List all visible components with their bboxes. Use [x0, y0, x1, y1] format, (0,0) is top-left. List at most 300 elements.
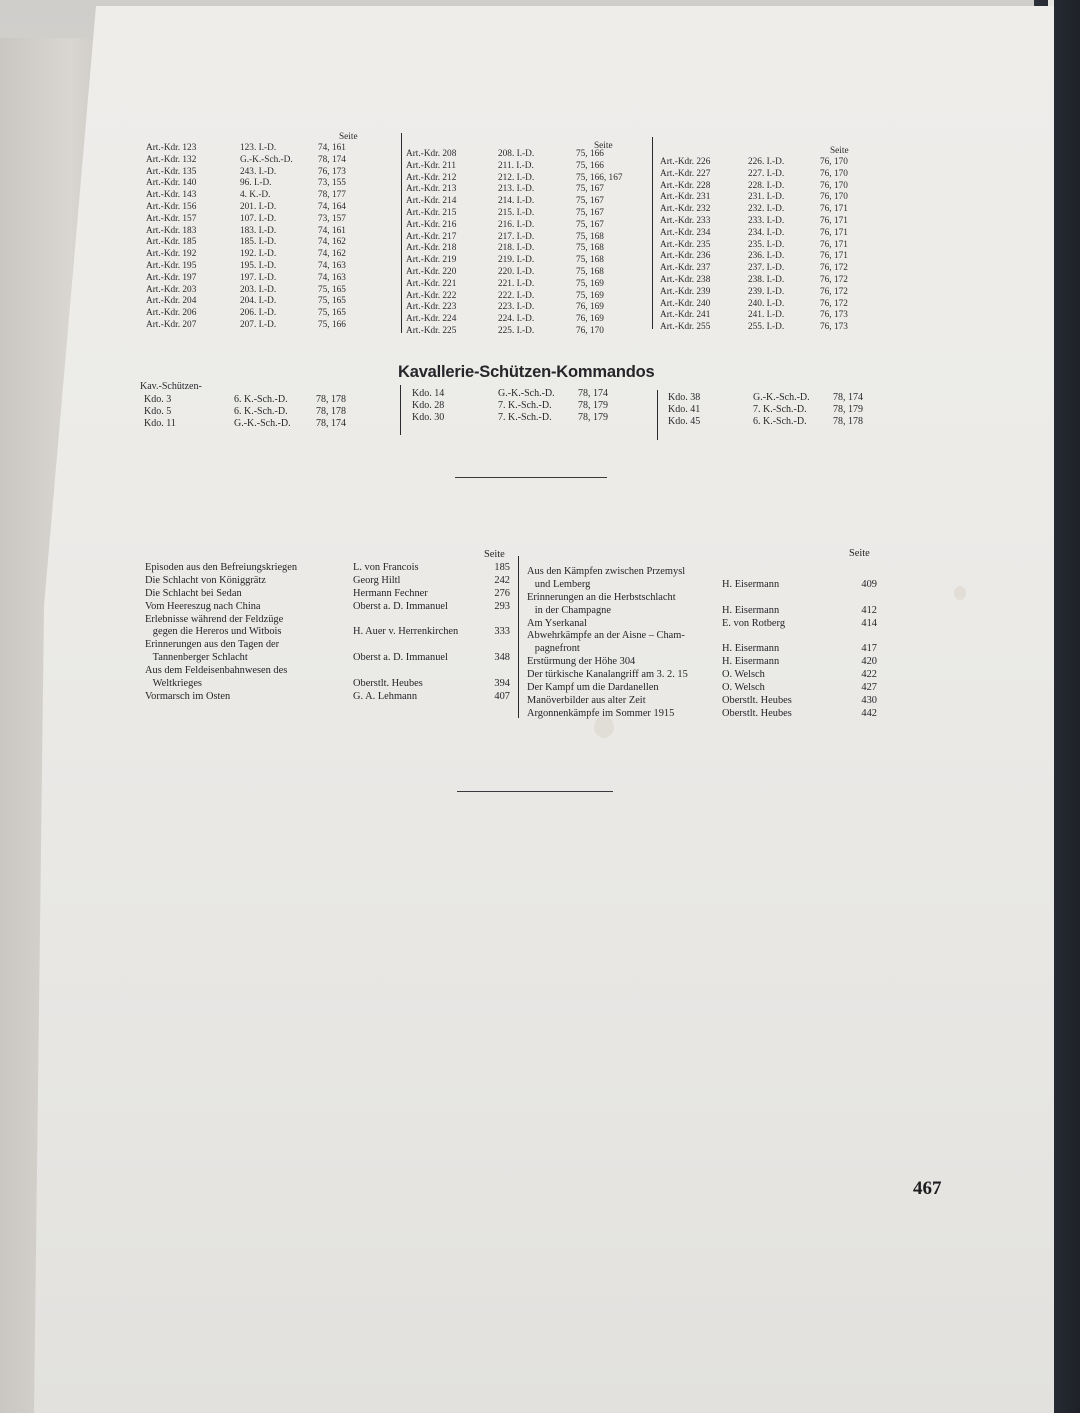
page-reference: 75, 167: [576, 207, 604, 218]
division-name: 192. I.-D.: [240, 249, 277, 260]
page-reference: 78, 177: [318, 190, 346, 201]
page-reference: 422: [861, 669, 877, 681]
article-author: G. A. Lehmann: [353, 690, 418, 702]
unit-name: Art.-Kdr. 185: [146, 237, 197, 248]
division-name: 204. I.-D.: [240, 296, 277, 307]
article-author: Georg Hiltl: [353, 574, 401, 586]
division-name: 96. I.-D.: [240, 178, 272, 189]
unit-name: Kdo. 5: [144, 406, 172, 418]
literature-list-right: [527, 548, 879, 721]
article-author: H. Auer v. Herrenkirchen: [353, 626, 459, 638]
division-name: 207. I.-D.: [240, 319, 277, 330]
division-name: 241. I.-D.: [748, 310, 785, 321]
page-reference: 76, 170: [576, 325, 604, 336]
page-reference: 75, 166: [576, 149, 604, 159]
page-reference: 75, 166: [318, 319, 346, 330]
page-reference: 75, 167: [576, 184, 604, 195]
division-name: 228. I.-D.: [748, 180, 785, 191]
literature-list-left: [145, 549, 513, 704]
unit-name: Art.-Kdr. 223: [406, 302, 457, 313]
unit-name: Kdo. 28: [412, 400, 445, 412]
unit-name: Kdo. 45: [668, 416, 701, 428]
division-name: 233. I.-D.: [748, 215, 785, 226]
list-item: [527, 643, 879, 656]
table-row: [406, 255, 646, 267]
unit-name: Art.-Kdr. 216: [406, 219, 457, 230]
list-item: [145, 652, 513, 665]
page-reference: 276: [494, 587, 510, 599]
page-reference: 75, 169: [576, 278, 604, 289]
page-reference: 76, 172: [820, 274, 848, 285]
page-reference: 76, 173: [820, 310, 848, 321]
column-divider: [400, 385, 401, 435]
article-title: Abwehrkämpfe an der Aisne – Cham-: [527, 630, 685, 642]
page-reference: 420: [861, 656, 877, 668]
kavallerie-column-1: [144, 394, 374, 431]
table-row: [668, 392, 888, 404]
page-reference: 76, 171: [820, 204, 848, 215]
section-heading: Kavallerie-Schützen-Kommandos: [398, 363, 655, 381]
unit-name: Kdo. 38: [668, 392, 701, 403]
division-name: 237. I.-D.: [748, 263, 785, 274]
division-name: 227. I.-D.: [748, 168, 785, 179]
list-item: [527, 695, 879, 708]
page-reference: 293: [494, 600, 510, 612]
unit-name: Art.-Kdr. 236: [660, 251, 711, 262]
division-name: 6. K.-Sch.-D.: [753, 416, 807, 428]
table-row: [660, 204, 870, 216]
list-item: [145, 691, 513, 704]
table-row: [660, 310, 870, 322]
unit-name: Art.-Kdr. 214: [406, 196, 457, 207]
page-reference: 74, 161: [318, 225, 346, 236]
page-reference: 74, 163: [318, 272, 346, 283]
page-reference: 76, 171: [820, 239, 848, 250]
page-reference: 73, 157: [318, 213, 346, 224]
article-title: pagnefront: [527, 643, 580, 655]
unit-name: Kdo. 3: [144, 394, 172, 405]
unit-name: Art.-Kdr. 207: [146, 319, 197, 330]
table-row: [660, 275, 870, 287]
division-name: 240. I.-D.: [748, 298, 785, 309]
page-reference: 76, 172: [820, 286, 848, 297]
division-name: 6. K.-Sch.-D.: [234, 406, 288, 418]
table-row: [406, 243, 646, 255]
table-row: [146, 308, 366, 320]
table-row: [146, 320, 366, 332]
article-author: H. Eisermann: [722, 604, 780, 616]
article-author: H. Eisermann: [722, 656, 780, 668]
page-reference: 76, 173: [318, 166, 346, 177]
list-item: [145, 614, 513, 627]
article-author: Oberstlt. Heubes: [722, 694, 792, 706]
table-row: [660, 251, 870, 263]
article-author: L. von Francois: [353, 562, 419, 573]
table-row: [406, 149, 646, 161]
unit-name: Art.-Kdr. 203: [146, 284, 197, 295]
page-reference: 75, 166, 167: [576, 172, 623, 183]
page-reference: 76, 170: [820, 157, 848, 167]
article-title: und Lemberg: [527, 578, 591, 590]
column-divider: [657, 390, 658, 440]
list-item: [527, 618, 879, 631]
seite-label: Seite: [830, 146, 849, 156]
division-name: 185. I.-D.: [240, 237, 277, 248]
table-row: [660, 263, 870, 275]
unit-name: Kdo. 14: [412, 388, 445, 399]
article-title: Der Kampf um die Dardanellen: [527, 682, 659, 694]
artillery-column-1: [146, 132, 366, 332]
table-row: [146, 285, 366, 297]
table-row: [146, 237, 366, 249]
page-reference: 78, 179: [833, 404, 863, 416]
article-title: Episoden aus den Befreiungskriegen: [145, 562, 298, 573]
unit-name: Art.-Kdr. 156: [146, 201, 197, 212]
division-name: 255. I.-D.: [748, 322, 785, 333]
table-row: [660, 192, 870, 204]
division-name: 212. I.-D.: [498, 172, 535, 183]
page-reference: 348: [494, 652, 510, 664]
article-title: Aus dem Feldeisenbahnwesen des: [145, 665, 288, 677]
table-row: [146, 296, 366, 308]
article-title: Tannenberger Schlacht: [145, 652, 248, 664]
unit-name: Art.-Kdr. 217: [406, 231, 457, 242]
division-name: 215. I.-D.: [498, 207, 535, 218]
article-author: Hermann Fechner: [353, 587, 428, 599]
article-title: Vom Heereszug nach China: [145, 600, 261, 612]
article-title: Manöverbilder aus alter Zeit: [527, 694, 646, 706]
kav-group-label-block: [140, 381, 202, 393]
division-name: 224. I.-D.: [498, 314, 535, 325]
list-item: [527, 605, 879, 618]
table-row: [146, 214, 366, 226]
unit-name: Art.-Kdr. 239: [660, 286, 711, 297]
article-title: Aus den Kämpfen zwischen Przemysl: [527, 566, 686, 577]
list-item: [145, 601, 513, 614]
seite-label: Seite: [484, 549, 505, 560]
unit-name: Art.-Kdr. 140: [146, 178, 197, 189]
division-name: 234. I.-D.: [748, 227, 785, 238]
unit-name: Art.-Kdr. 226: [660, 157, 711, 167]
page-reference: 76, 171: [820, 215, 848, 226]
unit-name: Art.-Kdr. 212: [406, 172, 457, 183]
table-row: [668, 404, 888, 416]
division-name: 206. I.-D.: [240, 308, 277, 319]
table-row: [406, 302, 646, 314]
table-row: [146, 155, 366, 167]
division-name: 211. I.-D.: [498, 160, 534, 171]
table-row: [406, 314, 646, 326]
division-name: G.-K.-Sch.-D.: [498, 388, 555, 399]
page-reference: 414: [861, 617, 877, 629]
article-author: O. Welsch: [722, 682, 765, 694]
page-reference: 74, 162: [318, 249, 346, 260]
division-name: 219. I.-D.: [498, 255, 535, 266]
column-divider: [518, 556, 519, 718]
list-item: [527, 566, 879, 579]
unit-name: Art.-Kdr. 241: [660, 310, 711, 321]
page-reference: 78, 179: [578, 400, 608, 412]
page-reference: 78, 178: [833, 416, 863, 428]
table-row: [406, 267, 646, 279]
division-name: 208. I.-D.: [498, 149, 535, 159]
page-reference: 417: [861, 643, 877, 655]
division-name: 183. I.-D.: [240, 225, 277, 236]
page-reference: 76, 171: [820, 251, 848, 262]
division-name: 216. I.-D.: [498, 219, 535, 230]
page-reference: 185: [494, 562, 510, 573]
division-name: 223. I.-D.: [498, 302, 535, 313]
list-item: [527, 592, 879, 605]
table-row: [144, 406, 374, 418]
division-name: 226. I.-D.: [748, 157, 785, 167]
division-name: G.-K.-Sch.-D.: [753, 392, 810, 403]
table-row: [146, 178, 366, 190]
page-reference: 76, 169: [576, 302, 604, 313]
unit-name: Kdo. 41: [668, 404, 701, 416]
table-row: [146, 167, 366, 179]
page-reference: 78, 174: [318, 154, 346, 165]
unit-name: Art.-Kdr. 232: [660, 204, 711, 215]
seite-label: Seite: [594, 141, 613, 151]
paper-stain: [954, 586, 966, 600]
page-reference: 75, 167: [576, 219, 604, 230]
table-row: [660, 157, 870, 169]
page-reference: 76, 169: [576, 314, 604, 325]
list-item: [145, 575, 513, 588]
table-row: [660, 228, 870, 240]
unit-name: Art.-Kdr. 235: [660, 239, 711, 250]
page-reference: 76, 172: [820, 298, 848, 309]
unit-name: Kdo. 30: [412, 412, 445, 424]
article-title: Erlebnisse während der Feldzüge: [145, 613, 284, 625]
unit-name: Art.-Kdr. 234: [660, 227, 711, 238]
table-row: [144, 418, 374, 430]
list-item: [527, 669, 879, 682]
table-row: [146, 143, 366, 155]
table-row: [412, 412, 642, 424]
article-title: in der Champagne: [527, 604, 611, 616]
division-name: 7. K.-Sch.-D.: [753, 404, 807, 416]
unit-name: Art.-Kdr. 211: [406, 160, 457, 171]
article-title: Vormarsch im Osten: [145, 690, 231, 702]
artillery-column-3: [660, 146, 870, 334]
page-reference: 74, 161: [318, 143, 346, 153]
unit-name: Kdo. 11: [144, 418, 176, 430]
article-title: Erinnerungen an die Herbstschlacht: [527, 591, 676, 603]
article-author: H. Eisermann: [722, 643, 780, 655]
page-reference: 427: [861, 682, 877, 694]
unit-name: Art.-Kdr. 192: [146, 249, 197, 260]
list-item: [527, 682, 879, 695]
table-row: [406, 279, 646, 291]
article-title: Erinnerungen aus den Tagen der: [145, 639, 280, 651]
seite-label: Seite: [339, 132, 358, 142]
unit-name: Art.-Kdr. 183: [146, 225, 197, 236]
unit-name: Art.-Kdr. 132: [146, 154, 197, 165]
article-title: gegen die Hereros und Witbois: [145, 626, 282, 638]
page-number: 467: [913, 1178, 942, 1199]
page-reference: 74, 163: [318, 260, 346, 271]
unit-name: Art.-Kdr. 218: [406, 243, 457, 254]
page-reference: 430: [861, 694, 877, 706]
page-reference: 78, 174: [833, 392, 863, 403]
unit-name: Art.-Kdr. 135: [146, 166, 197, 177]
table-row: [412, 400, 642, 412]
list-item: [145, 562, 513, 575]
page-reference: 78, 178: [316, 406, 346, 418]
division-name: G.-K.-Sch.-D.: [234, 418, 291, 430]
unit-name: Art.-Kdr. 208: [406, 149, 457, 159]
table-row: [406, 291, 646, 303]
article-author: Oberst a. D. Immanuel: [353, 600, 448, 612]
unit-name: Art.-Kdr. 227: [660, 168, 711, 179]
page-reference: 76, 171: [820, 227, 848, 238]
division-name: 6. K.-Sch.-D.: [234, 394, 288, 405]
division-name: 243. I.-D.: [240, 166, 277, 177]
table-row: [146, 202, 366, 214]
page-reference: 78, 178: [316, 394, 346, 405]
table-row: [668, 416, 888, 428]
list-item: [527, 579, 879, 592]
table-row: [660, 299, 870, 311]
page-reference: 75, 168: [576, 266, 604, 277]
list-item: [527, 708, 879, 721]
table-row: [660, 240, 870, 252]
table-row: [660, 181, 870, 193]
page-reference: 76, 172: [820, 263, 848, 274]
division-name: 4. K.-D.: [240, 190, 271, 201]
division-name: 203. I.-D.: [240, 284, 277, 295]
table-row: [146, 273, 366, 285]
page-reference: 76, 173: [820, 322, 848, 333]
article-title: Am Yserkanal: [527, 617, 587, 629]
division-name: 220. I.-D.: [498, 266, 535, 277]
table-row: [406, 220, 646, 232]
table-row: [412, 388, 642, 400]
article-author: H. Eisermann: [722, 578, 780, 590]
column-divider: [401, 133, 402, 333]
list-item: [145, 665, 513, 678]
unit-name: Art.-Kdr. 255: [660, 322, 711, 333]
unit-name: Art.-Kdr. 228: [660, 180, 711, 191]
table-row: [144, 394, 374, 406]
page-reference: 242: [494, 574, 510, 586]
table-row: [406, 161, 646, 173]
page-reference: 75, 165: [318, 308, 346, 319]
list-item: [527, 630, 879, 643]
unit-name: Art.-Kdr. 213: [406, 184, 457, 195]
unit-name: Art.-Kdr. 231: [660, 192, 711, 203]
page-reference: 412: [861, 604, 877, 616]
kav-group-label: Kav.-Schützen-: [140, 381, 202, 392]
table-row: [406, 184, 646, 196]
division-name: 235. I.-D.: [748, 239, 785, 250]
division-name: 214. I.-D.: [498, 196, 535, 207]
page-reference: 76, 170: [820, 192, 848, 203]
article-author: E. von Rotberg: [722, 617, 786, 629]
unit-name: Art.-Kdr. 222: [406, 290, 457, 301]
unit-name: Art.-Kdr. 204: [146, 296, 197, 307]
unit-name: Art.-Kdr. 224: [406, 314, 457, 325]
seite-label: Seite: [849, 548, 870, 559]
column-divider: [652, 137, 653, 329]
division-name: 221. I.-D.: [498, 278, 535, 289]
page-reference: 75, 168: [576, 231, 604, 242]
page-reference: 78, 179: [578, 412, 608, 424]
article-title: Weltkrieges: [145, 678, 202, 690]
list-item: [145, 626, 513, 639]
page-reference: 73, 155: [318, 178, 346, 189]
page-reference: 394: [494, 678, 510, 690]
unit-name: Art.-Kdr. 143: [146, 190, 197, 201]
list-item: [145, 678, 513, 691]
kavallerie-column-3: [668, 392, 888, 429]
unit-name: Art.-Kdr. 225: [406, 325, 457, 336]
page-reference: 75, 168: [576, 243, 604, 254]
page-reference: 74, 164: [318, 201, 346, 212]
table-row: [146, 261, 366, 273]
unit-name: Art.-Kdr. 233: [660, 215, 711, 226]
unit-name: Art.-Kdr. 240: [660, 298, 711, 309]
unit-name: Art.-Kdr. 238: [660, 274, 711, 285]
table-row: [146, 249, 366, 261]
section-separator: [455, 477, 607, 478]
division-name: 218. I.-D.: [498, 243, 535, 254]
division-name: 201. I.-D.: [240, 201, 277, 212]
page-reference: 75, 168: [576, 255, 604, 266]
article-title: Argonnenkämpfe im Sommer 1915: [527, 707, 675, 719]
unit-name: Art.-Kdr. 206: [146, 308, 197, 319]
unit-name: Art.-Kdr. 220: [406, 266, 457, 277]
table-row: [660, 287, 870, 299]
article-author: Oberst a. D. Immanuel: [353, 652, 448, 664]
article-title: Erstürmung der Höhe 304: [527, 656, 636, 668]
division-name: 217. I.-D.: [498, 231, 535, 242]
article-author: Oberstlt. Heubes: [353, 678, 423, 690]
unit-name: Art.-Kdr. 237: [660, 263, 711, 274]
list-item: [145, 588, 513, 601]
page-reference: 409: [861, 578, 877, 590]
unit-name: Art.-Kdr. 215: [406, 207, 457, 218]
unit-name: Art.-Kdr. 219: [406, 255, 457, 266]
article-title: Der türkische Kanalangriff am 3. 2. 15: [527, 669, 688, 681]
article-title: Die Schlacht bei Sedan: [145, 587, 242, 599]
table-row: [406, 173, 646, 185]
division-name: G.-K.-Sch.-D.: [240, 154, 293, 165]
page-reference: 442: [861, 707, 877, 719]
table-row: [660, 169, 870, 181]
division-name: 238. I.-D.: [748, 274, 785, 285]
division-name: 123. I.-D.: [240, 143, 277, 153]
page-reference: 78, 174: [578, 388, 608, 399]
unit-name: Art.-Kdr. 197: [146, 272, 197, 283]
unit-name: Art.-Kdr. 123: [146, 143, 197, 153]
division-name: 7. K.-Sch.-D.: [498, 400, 552, 412]
table-row: [146, 190, 366, 202]
division-name: 236. I.-D.: [748, 251, 785, 262]
page-reference: 75, 166: [576, 160, 604, 171]
division-name: 107. I.-D.: [240, 213, 277, 224]
division-name: 222. I.-D.: [498, 290, 535, 301]
page-reference: 76, 170: [820, 180, 848, 191]
unit-name: Art.-Kdr. 157: [146, 213, 197, 224]
table-row: [660, 216, 870, 228]
kavallerie-column-2: [412, 388, 642, 425]
page-reference: 333: [494, 626, 510, 638]
page-reference: 75, 167: [576, 196, 604, 207]
table-row: [660, 322, 870, 334]
